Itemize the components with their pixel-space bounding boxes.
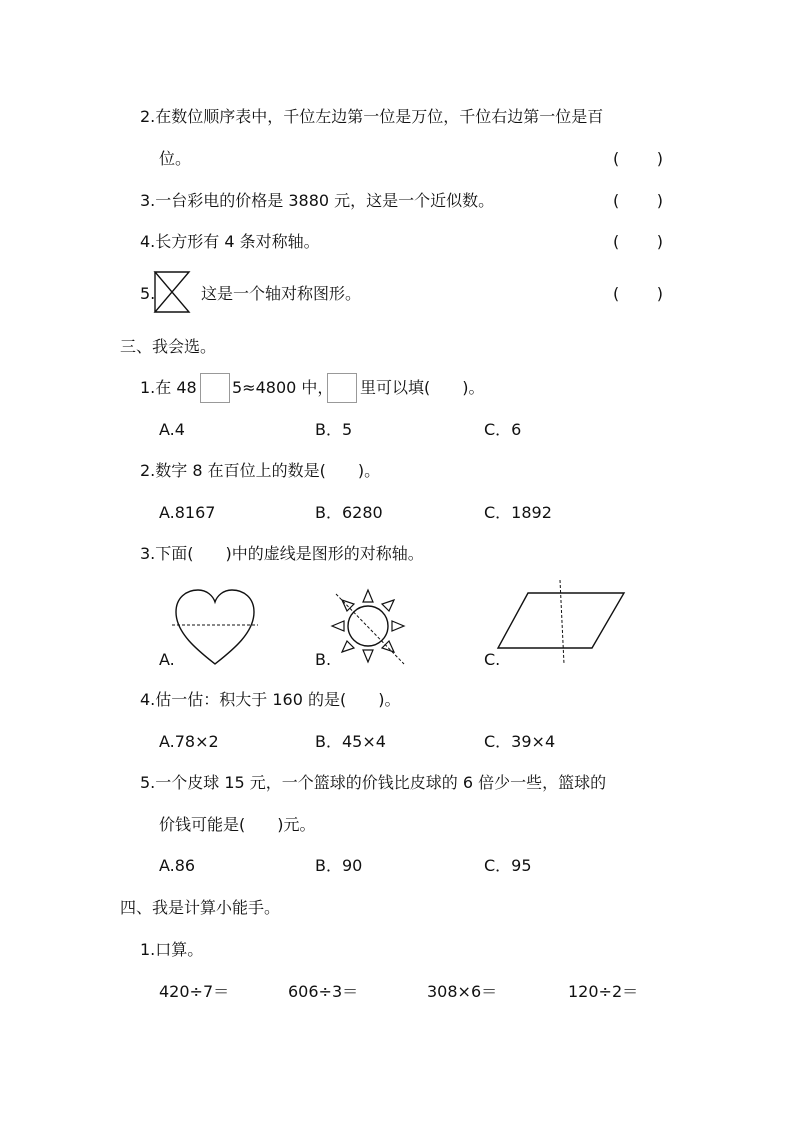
s3-q3-text: 3.下面( )中的虚线是图形的对称轴。 [140, 544, 424, 563]
s3-q5-line2: 价钱可能是( )元。 [159, 815, 316, 834]
paren-open: ( [613, 149, 620, 168]
section3-title: 三、我会选。 [120, 337, 217, 356]
blank-box[interactable] [327, 373, 357, 403]
paren-close: ) [656, 232, 663, 251]
option-b[interactable]: B．6280 [315, 503, 383, 522]
s3-q5-line1: 5.一个皮球 15 元，一个篮球的价钱比皮球的 6 倍少一些，篮球的 [140, 773, 607, 792]
paren-open: ( [613, 232, 620, 251]
answer-paren-q3[interactable] [613, 191, 663, 211]
option-b[interactable]: B．5 [315, 420, 353, 439]
answer-paren-q5[interactable] [613, 284, 663, 304]
parallelogram-figure [496, 578, 636, 668]
q5-number: 5. [140, 284, 156, 303]
calc-item[interactable]: 308×6＝ [427, 982, 498, 1001]
option-c[interactable]: C．95 [484, 856, 532, 875]
option-a[interactable]: A.4 [159, 420, 185, 439]
calc-item[interactable]: 606÷3＝ [288, 982, 359, 1001]
s3-q1-part1: 1.在 48 [140, 378, 197, 397]
option-c[interactable]: C．1892 [484, 503, 552, 522]
q3-text: 3.一台彩电的价格是 3880 元，这是一个近似数。 [140, 191, 495, 210]
option-a[interactable]: A.8167 [159, 503, 216, 522]
q2-line2: 位。 [159, 149, 192, 168]
option-c[interactable]: C. [484, 650, 501, 669]
q4-text: 4.长方形有 4 条对称轴。 [140, 232, 320, 251]
option-b[interactable]: B. [315, 650, 332, 669]
q5-text: 这是一个轴对称图形。 [201, 284, 362, 303]
heart-figure [170, 588, 260, 668]
option-a[interactable]: A. [159, 650, 175, 669]
hourglass-figure [153, 270, 193, 314]
s3-q1-part2: 5≈4800 中， [232, 378, 334, 397]
s3-q4-text: 4.估一估：积大于 160 的是( )。 [140, 690, 401, 709]
option-b[interactable]: B．90 [315, 856, 363, 875]
option-c[interactable]: C．6 [484, 420, 522, 439]
paren-close: ) [656, 149, 663, 168]
sun-figure [330, 586, 410, 666]
s4-q1-title: 1.口算。 [140, 940, 204, 959]
answer-paren-q2[interactable] [613, 149, 663, 169]
paren-open: ( [613, 191, 620, 210]
option-b[interactable]: B．45×4 [315, 732, 386, 751]
option-c[interactable]: C．39×4 [484, 732, 556, 751]
paren-open: ( [613, 284, 620, 303]
paren-close: ) [656, 191, 663, 210]
s3-q2-text: 2.数字 8 在百位上的数是( )。 [140, 461, 381, 480]
answer-paren-q4[interactable] [613, 232, 663, 252]
option-a[interactable]: A.86 [159, 856, 196, 875]
option-a[interactable]: A.78×2 [159, 732, 219, 751]
paren-close: ) [656, 284, 663, 303]
s3-q1-part3: 里可以填( )。 [360, 378, 485, 397]
blank-box[interactable] [200, 373, 230, 403]
calc-item[interactable]: 420÷7＝ [159, 982, 230, 1001]
q2-line1: 2.在数位顺序表中，千位左边第一位是万位，千位右边第一位是百 [140, 107, 604, 126]
calc-item[interactable]: 120÷2＝ [568, 982, 639, 1001]
section4-title: 四、我是计算小能手。 [120, 898, 281, 917]
